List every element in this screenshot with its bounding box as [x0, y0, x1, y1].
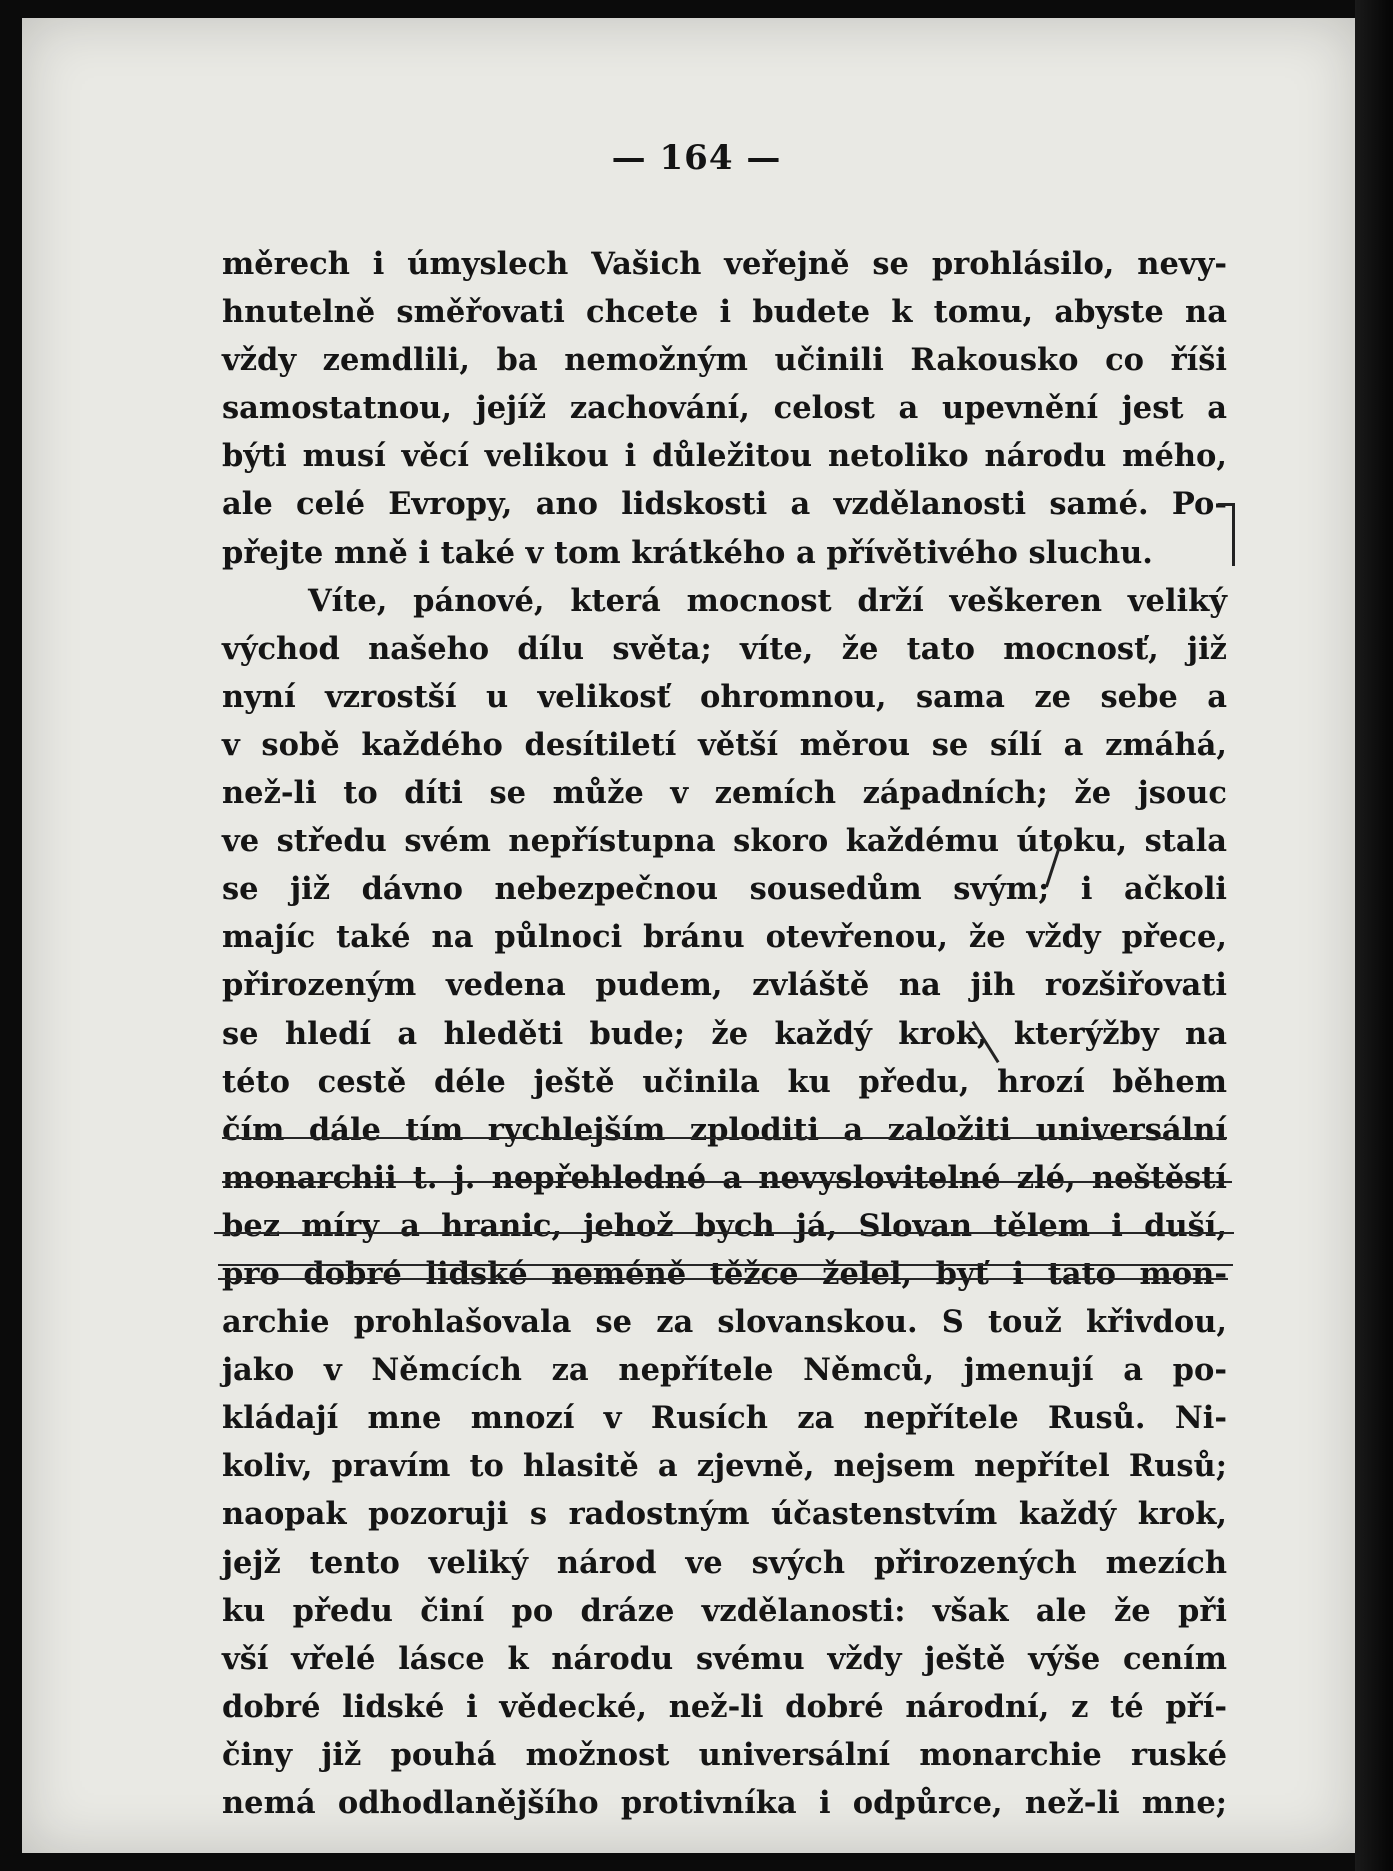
text-line: koliv, pravím to hlasitě a zjevně, nejsem nepřítel Rusů; [222, 1448, 1227, 1485]
text-line: vší vřelé lásce k národu svému vždy ještě výše cením [222, 1640, 1227, 1677]
text-line: se hledí a hleděti bude; že každý krok, kterýžby na [222, 1015, 1227, 1052]
text-line: Víte, pánové, která mocnost drží veškeren veliký [308, 582, 1227, 619]
text-line: měrech i úmyslech Vašich veřejně se prohlásilo, nevy- [222, 246, 1227, 282]
text-line: přejte mně i také v tom krátkého a přívětivého sluchu. [222, 534, 1153, 571]
text-line: čím dále tím rychlejším zploditi a založiti universální [222, 1111, 1227, 1148]
text-line: činy již pouhá možnost universální monarchie ruské [222, 1736, 1227, 1773]
pen-underline-mark [222, 1181, 1232, 1183]
text-line: ku předu činí po dráze vzdělanosti: však ale že při [222, 1592, 1227, 1629]
text-line: jako v Němcích za nepřítele Němců, jmenují a po- [222, 1352, 1227, 1389]
text-line: v sobě každého desítiletí větší měrou se sílí a zmáhá, [222, 726, 1227, 763]
text-line: hnutelně směřovati chcete i budete k tomu, abyste na [222, 294, 1227, 331]
text-line: se již dávno nebezpečnou sousedům svým; i ačkoli [222, 871, 1227, 908]
text-line: bez míry a hranic, jehož bych já, Slovan tělem i duší, [222, 1207, 1227, 1244]
pen-underline-mark [218, 1278, 1228, 1280]
text-line: majíc také na půlnoci bránu otevřenou, že vždy přece, [222, 919, 1227, 956]
text-line: samostatnou, jejíž zachování, celost a upevnění jest a [222, 390, 1227, 427]
text-line: dobré lidské i vědecké, než-li dobré národní, z té pří- [222, 1688, 1227, 1725]
text-line: ve středu svém nepřístupna skoro každému útoku, stala [222, 823, 1227, 860]
text-line: býti musí věcí velikou i důležitou netoliko národu mého, [222, 438, 1227, 475]
pen-bracket-mark [1218, 503, 1235, 566]
text-line: naopak pozoruji s radostným účastenstvím každý krok, [222, 1496, 1227, 1533]
text-line: ale celé Evropy, ano lidskosti a vzdělanosti samé. Po- [222, 486, 1227, 523]
text-line: monarchii t. j. nepřehledné a nevyslovitelné zlé, neštěstí [222, 1159, 1227, 1196]
text-line: této cestě déle ještě učinila ku předu, hrozí během [222, 1063, 1227, 1100]
text-line: kládají mne mnozí v Rusích za nepřítele Rusů. Ni- [222, 1400, 1227, 1437]
text-body [222, 240, 1227, 1827]
text-line: nemá odhodlanějšího protivníka i odpůrce, než-li mne; [222, 1785, 1227, 1821]
text-line: přirozeným vedena pudem, zvláště na jih rozšiřovati [222, 967, 1227, 1004]
text-line: vždy zemdlili, ba nemožným učinili Rakousko co říši [222, 342, 1227, 379]
text-line: pro dobré lidské neméně těžce želel, byť i tato mon- [222, 1255, 1227, 1292]
text-line: archie prohlašovala se za slovanskou. S touž křivdou, [222, 1304, 1227, 1341]
page-number: — 164 — [611, 138, 782, 178]
text-line: než-li to díti se může v zemích západních; že jsouc [222, 775, 1227, 812]
text-line: východ našeho dílu světa; víte, že tato mocnosť, již [222, 630, 1227, 667]
pen-underline-mark [218, 1264, 1233, 1266]
text-line: nyní vzrostší u velikosť ohromnou, sama ze sebe a [222, 678, 1227, 715]
pen-underline-mark [222, 1137, 1227, 1139]
text-line: jejž tento veliký národ ve svých přirozených mezích [222, 1544, 1227, 1581]
pen-underline-mark [214, 1232, 1234, 1234]
page-edge-shadow [1355, 0, 1393, 1871]
